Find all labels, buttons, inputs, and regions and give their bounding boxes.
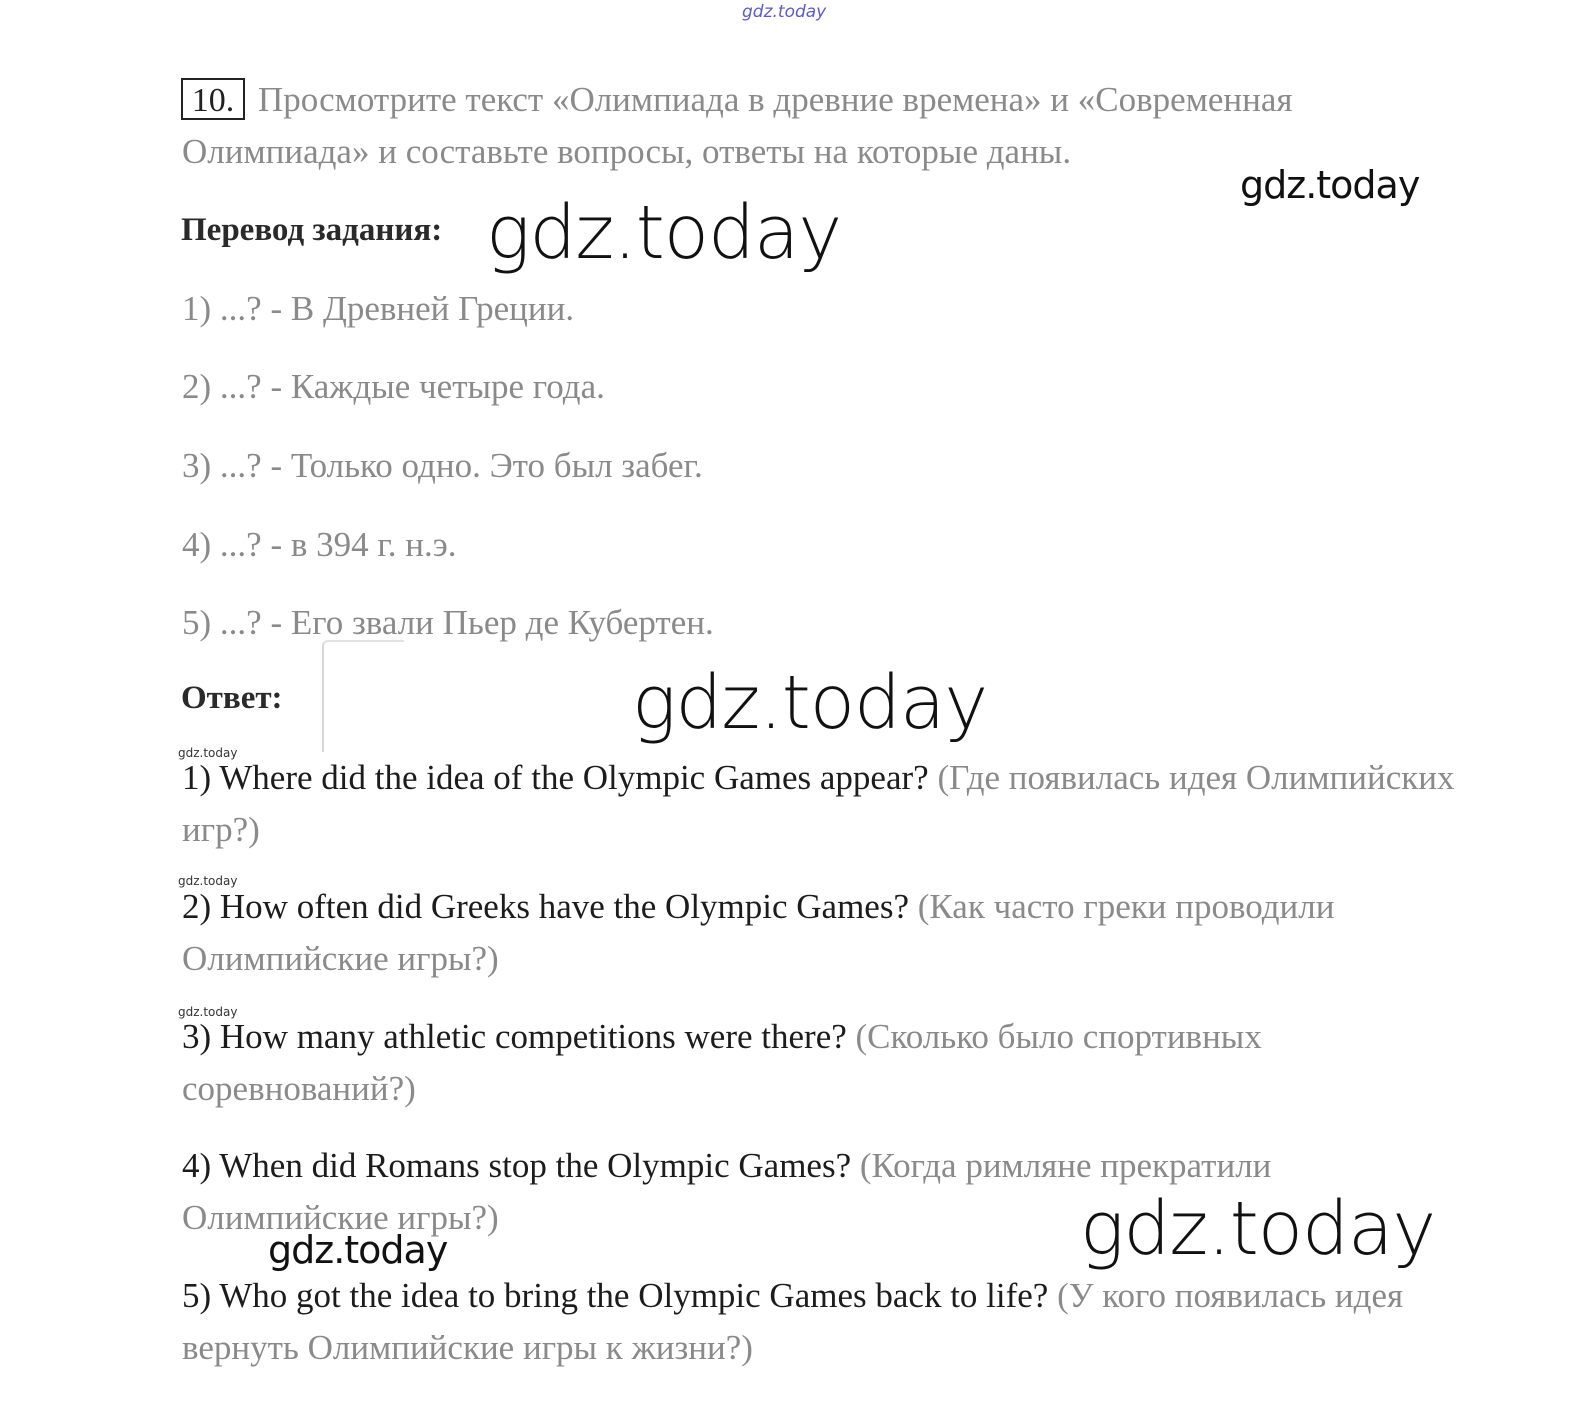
watermark-bottom-right: gdz.today: [1080, 1186, 1436, 1272]
answer-2-russian: (Как часто греки проводили Олимпийские игры?): [182, 887, 1335, 978]
translation-heading: Перевод задания:: [181, 212, 443, 248]
watermark-bottom-left: gdz.today: [268, 1228, 448, 1272]
watermark-tiny-1: gdz.today: [178, 746, 238, 760]
answer-item-2: [182, 881, 1472, 985]
answer-5-russian: (У кого появилась идея вернуть Олимпийские игры к жизни?): [182, 1276, 1404, 1367]
answer-3-russian: (Сколько было спортивных соревнований?): [182, 1017, 1262, 1108]
translation-item-2: 2) ...? - Каждые четыре года.: [182, 367, 605, 406]
answer-item-5: [182, 1270, 1472, 1374]
answer-4-english: 4) When did Romans stop the Olympic Games?: [182, 1146, 852, 1185]
answer-2-english: 2) How often did Greeks have the Olympic Games?: [182, 887, 910, 926]
answer-5-english: 5) Who got the idea to bring the Olympic Games back to life?: [182, 1276, 1049, 1315]
answer-3-english: 3) How many athletic competitions were there?: [182, 1017, 847, 1056]
answer-4-russian: (Когда римляне прекратили Олимпийские игры?): [182, 1146, 1272, 1237]
answer-1-russian: (Где появилась идея Олимпийских игр?): [182, 758, 1455, 849]
translation-item-4: 4) ...? - в 394 г. н.э.: [182, 525, 457, 564]
answer-item-3: [182, 1011, 1472, 1115]
watermark-tiny-3: gdz.today: [178, 1005, 238, 1019]
watermark-top: gdz.today: [742, 2, 827, 22]
watermark-middle: gdz.today: [632, 660, 988, 746]
watermark-heading: gdz.today: [486, 190, 842, 276]
translation-item-3: 3) ...? - Только одно. Это был забег.: [182, 446, 703, 485]
watermark-right-upper: gdz.today: [1240, 163, 1420, 207]
watermark-tiny-2: gdz.today: [178, 874, 238, 888]
task-text-line1: Просмотрите текст «Олимпиада в древние времена» и «Современная: [258, 80, 1293, 119]
translation-item-1: 1) ...? - В Древней Греции.: [182, 289, 575, 328]
translation-item-5: 5) ...? - Его звали Пьер де Кубертен.: [182, 603, 714, 642]
answer-1-english: 1) Where did the idea of the Olympic Games appear?: [182, 758, 929, 797]
answer-heading: Ответ:: [181, 680, 283, 716]
answer-item-1: [182, 752, 1472, 856]
decorative-bracket: [322, 640, 404, 752]
task-text-line2: Олимпиада» и составьте вопросы, ответы на которые даны.: [182, 132, 1072, 171]
task-number: 10.: [181, 78, 245, 120]
